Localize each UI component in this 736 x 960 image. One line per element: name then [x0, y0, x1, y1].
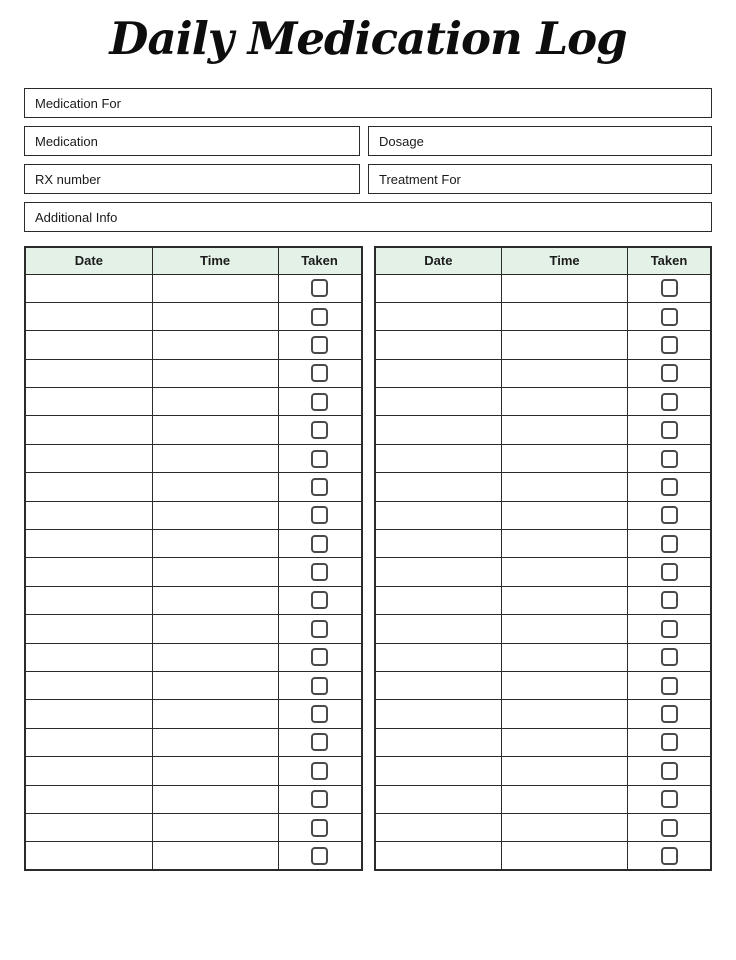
time-cell[interactable] — [502, 671, 628, 699]
date-cell[interactable] — [375, 813, 502, 841]
date-cell[interactable] — [375, 331, 502, 359]
taken-cell — [278, 671, 361, 699]
taken-checkbox[interactable] — [311, 506, 328, 524]
time-cell[interactable] — [152, 757, 278, 785]
time-cell[interactable] — [152, 388, 278, 416]
dosage-field[interactable] — [368, 126, 712, 156]
log-row — [25, 416, 362, 444]
date-cell[interactable] — [25, 558, 152, 586]
taken-cell — [278, 444, 361, 472]
taken-cell — [628, 501, 711, 529]
date-cell[interactable] — [25, 359, 152, 387]
taken-cell — [278, 586, 361, 614]
time-cell[interactable] — [152, 302, 278, 330]
medication-label: Medication — [35, 133, 98, 149]
taken-checkbox[interactable] — [311, 677, 328, 695]
taken-cell — [278, 274, 361, 302]
header-row — [25, 247, 362, 274]
taken-cell — [278, 530, 361, 558]
taken-cell — [628, 700, 711, 728]
dosage-label: Dosage — [379, 133, 424, 149]
log-row — [25, 586, 362, 614]
taken-cell — [628, 331, 711, 359]
additional-info-field[interactable] — [24, 202, 712, 232]
taken-cell — [278, 473, 361, 501]
time-cell[interactable] — [152, 785, 278, 813]
taken-cell — [278, 728, 361, 756]
time-cell[interactable] — [152, 331, 278, 359]
taken-checkbox[interactable] — [311, 393, 328, 411]
taken-cell — [278, 558, 361, 586]
date-cell[interactable] — [25, 813, 152, 841]
time-cell[interactable] — [152, 274, 278, 302]
column-header-taken: Taken — [278, 247, 361, 274]
time-cell[interactable] — [152, 416, 278, 444]
log-row — [375, 757, 712, 785]
column-header-date: Date — [375, 247, 502, 274]
column-header-time: Time — [502, 247, 628, 274]
log-row — [25, 359, 362, 387]
time-cell[interactable] — [502, 842, 628, 870]
log-row — [25, 785, 362, 813]
taken-cell — [628, 302, 711, 330]
log-row — [375, 700, 712, 728]
date-cell[interactable] — [375, 444, 502, 472]
taken-cell — [278, 302, 361, 330]
time-cell[interactable] — [152, 444, 278, 472]
taken-checkbox[interactable] — [661, 705, 678, 723]
log-tables — [24, 246, 712, 871]
field-row-4 — [24, 202, 712, 232]
taken-cell — [628, 728, 711, 756]
log-row — [25, 388, 362, 416]
taken-cell — [278, 359, 361, 387]
taken-cell — [278, 615, 361, 643]
taken-checkbox[interactable] — [661, 364, 678, 382]
time-cell[interactable] — [502, 530, 628, 558]
additional-info-label: Additional Info — [35, 209, 118, 225]
date-cell[interactable] — [25, 671, 152, 699]
date-cell[interactable] — [25, 643, 152, 671]
medication-field[interactable] — [24, 126, 360, 156]
header-row — [375, 247, 712, 274]
time-cell[interactable] — [502, 757, 628, 785]
treatment-for-field[interactable] — [368, 164, 712, 194]
taken-checkbox[interactable] — [311, 847, 328, 865]
taken-cell — [278, 416, 361, 444]
taken-checkbox[interactable] — [661, 450, 678, 468]
date-cell[interactable] — [25, 501, 152, 529]
field-row-1 — [24, 88, 712, 118]
taken-cell — [628, 615, 711, 643]
taken-checkbox[interactable] — [661, 478, 678, 496]
time-cell[interactable] — [502, 359, 628, 387]
time-cell[interactable] — [152, 359, 278, 387]
log-row — [25, 615, 362, 643]
rx-number-label: RX number — [35, 171, 101, 187]
taken-checkbox[interactable] — [311, 364, 328, 382]
date-cell[interactable] — [375, 530, 502, 558]
taken-checkbox[interactable] — [661, 677, 678, 695]
taken-cell — [278, 757, 361, 785]
page-title: Daily Medication Log — [109, 12, 627, 65]
log-row — [375, 359, 712, 387]
medication-for-field[interactable] — [24, 88, 712, 118]
taken-checkbox[interactable] — [661, 563, 678, 581]
time-cell[interactable] — [502, 416, 628, 444]
taken-checkbox[interactable] — [661, 847, 678, 865]
log-row — [25, 302, 362, 330]
time-cell[interactable] — [502, 615, 628, 643]
date-cell[interactable] — [25, 842, 152, 870]
date-cell[interactable] — [375, 558, 502, 586]
time-cell[interactable] — [502, 331, 628, 359]
log-row — [25, 671, 362, 699]
time-cell[interactable] — [502, 643, 628, 671]
date-cell[interactable] — [25, 473, 152, 501]
taken-cell — [628, 813, 711, 841]
rx-number-field[interactable] — [24, 164, 360, 194]
log-row — [375, 274, 712, 302]
taken-checkbox[interactable] — [311, 450, 328, 468]
time-cell[interactable] — [152, 615, 278, 643]
log-row — [375, 331, 712, 359]
taken-checkbox[interactable] — [661, 393, 678, 411]
date-cell[interactable] — [25, 416, 152, 444]
date-cell[interactable] — [25, 302, 152, 330]
taken-cell — [628, 388, 711, 416]
column-header-taken: Taken — [628, 247, 711, 274]
date-cell[interactable] — [375, 388, 502, 416]
log-row — [375, 586, 712, 614]
date-cell[interactable] — [375, 302, 502, 330]
log-row — [375, 473, 712, 501]
log-row — [375, 842, 712, 870]
taken-checkbox[interactable] — [311, 336, 328, 354]
time-cell[interactable] — [152, 501, 278, 529]
date-cell[interactable] — [375, 728, 502, 756]
medication-log-table-left — [24, 246, 363, 871]
time-cell[interactable] — [502, 700, 628, 728]
log-row — [25, 643, 362, 671]
time-cell[interactable] — [502, 388, 628, 416]
log-row — [375, 728, 712, 756]
time-cell[interactable] — [152, 700, 278, 728]
date-cell[interactable] — [375, 757, 502, 785]
date-cell[interactable] — [25, 700, 152, 728]
taken-checkbox[interactable] — [661, 591, 678, 609]
date-cell[interactable] — [375, 842, 502, 870]
treatment-for-label: Treatment For — [379, 171, 461, 187]
column-header-date: Date — [25, 247, 152, 274]
date-cell[interactable] — [375, 671, 502, 699]
taken-checkbox[interactable] — [661, 790, 678, 808]
taken-cell — [628, 473, 711, 501]
date-cell[interactable] — [25, 331, 152, 359]
log-row — [375, 388, 712, 416]
date-cell[interactable] — [375, 785, 502, 813]
time-cell[interactable] — [152, 643, 278, 671]
log-row — [25, 813, 362, 841]
date-cell[interactable] — [25, 615, 152, 643]
taken-cell — [628, 558, 711, 586]
log-row — [375, 813, 712, 841]
date-cell[interactable] — [375, 473, 502, 501]
date-cell[interactable] — [375, 416, 502, 444]
taken-cell — [628, 274, 711, 302]
time-cell[interactable] — [502, 274, 628, 302]
date-cell[interactable] — [375, 359, 502, 387]
taken-checkbox[interactable] — [661, 648, 678, 666]
time-cell[interactable] — [502, 586, 628, 614]
date-cell[interactable] — [25, 274, 152, 302]
log-row — [375, 671, 712, 699]
taken-cell — [278, 388, 361, 416]
date-cell[interactable] — [25, 444, 152, 472]
taken-checkbox[interactable] — [311, 478, 328, 496]
time-cell[interactable] — [152, 813, 278, 841]
log-row — [25, 757, 362, 785]
log-row — [25, 530, 362, 558]
log-row — [25, 444, 362, 472]
form-fields — [24, 88, 712, 232]
taken-checkbox[interactable] — [661, 535, 678, 553]
time-cell[interactable] — [152, 586, 278, 614]
date-cell[interactable] — [25, 530, 152, 558]
taken-cell — [628, 444, 711, 472]
date-cell[interactable] — [25, 785, 152, 813]
date-cell[interactable] — [375, 643, 502, 671]
date-cell[interactable] — [25, 586, 152, 614]
log-row — [375, 416, 712, 444]
time-cell[interactable] — [152, 728, 278, 756]
taken-cell — [628, 586, 711, 614]
log-row — [25, 473, 362, 501]
time-cell[interactable] — [502, 813, 628, 841]
log-row — [375, 558, 712, 586]
log-row — [375, 444, 712, 472]
column-header-time: Time — [152, 247, 278, 274]
taken-checkbox[interactable] — [311, 648, 328, 666]
taken-cell — [628, 757, 711, 785]
log-row — [25, 331, 362, 359]
taken-checkbox[interactable] — [311, 279, 328, 297]
date-cell[interactable] — [375, 586, 502, 614]
log-row — [25, 501, 362, 529]
date-cell[interactable] — [375, 501, 502, 529]
taken-checkbox[interactable] — [311, 308, 328, 326]
taken-cell — [628, 359, 711, 387]
medication-for-label: Medication For — [35, 95, 121, 111]
taken-checkbox[interactable] — [661, 279, 678, 297]
taken-cell — [278, 785, 361, 813]
time-cell[interactable] — [152, 671, 278, 699]
taken-checkbox[interactable] — [661, 620, 678, 638]
taken-cell — [278, 643, 361, 671]
log-row — [375, 785, 712, 813]
taken-cell — [628, 416, 711, 444]
taken-checkbox[interactable] — [661, 762, 678, 780]
taken-cell — [278, 501, 361, 529]
date-cell[interactable] — [375, 274, 502, 302]
log-row — [25, 842, 362, 870]
taken-checkbox[interactable] — [311, 762, 328, 780]
time-cell[interactable] — [502, 473, 628, 501]
time-cell[interactable] — [152, 530, 278, 558]
taken-checkbox[interactable] — [661, 733, 678, 751]
time-cell[interactable] — [502, 302, 628, 330]
taken-cell — [278, 813, 361, 841]
taken-checkbox[interactable] — [311, 819, 328, 837]
log-row — [25, 274, 362, 302]
taken-checkbox[interactable] — [661, 336, 678, 354]
taken-cell — [278, 700, 361, 728]
field-row-2 — [24, 126, 712, 156]
time-cell[interactable] — [502, 728, 628, 756]
log-row — [375, 302, 712, 330]
taken-cell — [628, 842, 711, 870]
time-cell[interactable] — [502, 558, 628, 586]
time-cell[interactable] — [502, 444, 628, 472]
log-row — [25, 558, 362, 586]
date-cell[interactable] — [25, 757, 152, 785]
date-cell[interactable] — [375, 700, 502, 728]
taken-checkbox[interactable] — [661, 421, 678, 439]
log-row — [375, 530, 712, 558]
log-row — [25, 728, 362, 756]
taken-checkbox[interactable] — [661, 819, 678, 837]
taken-checkbox[interactable] — [311, 591, 328, 609]
taken-cell — [628, 643, 711, 671]
time-cell[interactable] — [502, 785, 628, 813]
date-cell[interactable] — [375, 615, 502, 643]
log-row — [25, 700, 362, 728]
time-cell[interactable] — [152, 558, 278, 586]
medication-log-table-right — [374, 246, 713, 871]
taken-cell — [278, 331, 361, 359]
taken-checkbox[interactable] — [661, 506, 678, 524]
date-cell[interactable] — [25, 388, 152, 416]
taken-cell — [278, 842, 361, 870]
time-cell[interactable] — [152, 842, 278, 870]
taken-checkbox[interactable] — [311, 790, 328, 808]
taken-checkbox[interactable] — [311, 620, 328, 638]
taken-checkbox[interactable] — [311, 421, 328, 439]
date-cell[interactable] — [25, 728, 152, 756]
time-cell[interactable] — [502, 501, 628, 529]
taken-checkbox[interactable] — [661, 308, 678, 326]
log-row — [375, 615, 712, 643]
field-row-3 — [24, 164, 712, 194]
taken-checkbox[interactable] — [311, 705, 328, 723]
taken-cell — [628, 785, 711, 813]
log-row — [375, 643, 712, 671]
taken-checkbox[interactable] — [311, 563, 328, 581]
taken-cell — [628, 530, 711, 558]
taken-checkbox[interactable] — [311, 733, 328, 751]
taken-checkbox[interactable] — [311, 535, 328, 553]
time-cell[interactable] — [152, 473, 278, 501]
log-row — [375, 501, 712, 529]
taken-cell — [628, 671, 711, 699]
